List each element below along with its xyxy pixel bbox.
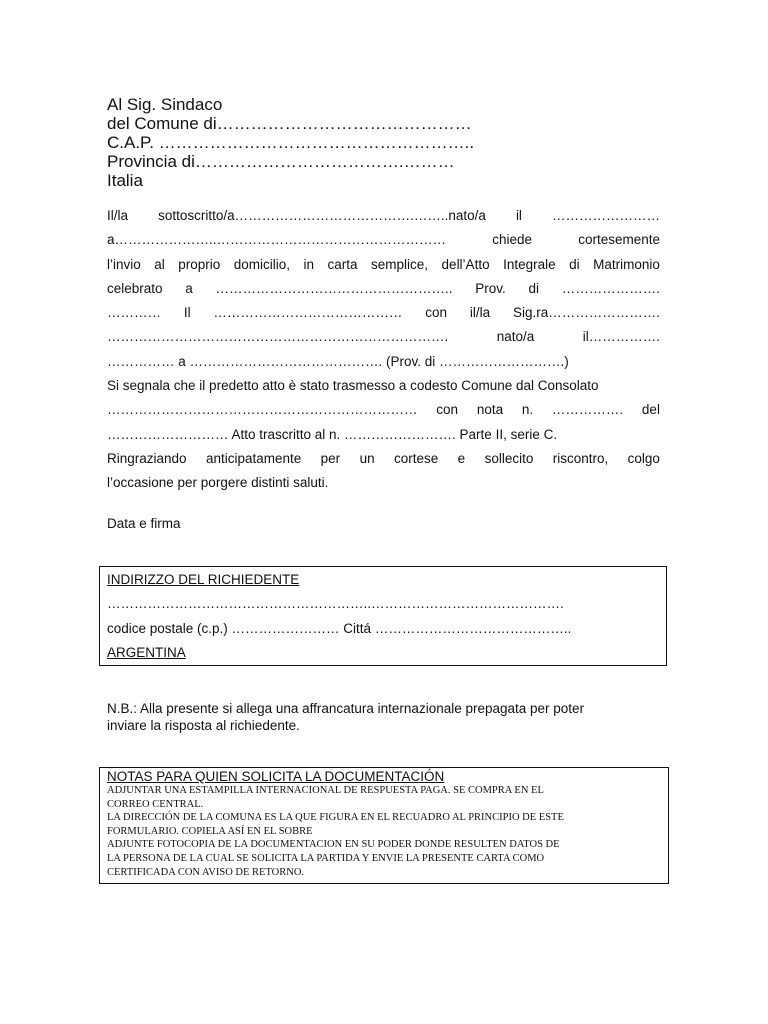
body-word: l’invio [107,256,141,272]
body-line [107,228,660,252]
body-word: …………………………………………….. [215,280,453,296]
notes-line: FORMULARIO. COPIELA ASÍ EN EL SOBRE [107,825,313,837]
body-word: domicilio, [233,256,291,272]
body-line [107,301,660,325]
body-word: il/la [469,305,491,321]
notes-line: LA PERSONA DE LA CUAL SE SOLICITA LA PARTIDA Y ENVIE LA PRESENTE CARTA COMO [107,852,545,864]
body-word: con [436,402,459,418]
addressee-line: del Comune di……………………………………… [107,114,472,133]
body-word: Il/la [107,208,129,223]
body-word: chiede [492,232,532,248]
body-word: n. [521,402,534,418]
body-word: sottoscritto/a………………………………….……..nato/a [158,208,486,223]
body-word: in [303,256,315,272]
body-word: nota [476,402,504,418]
body-line [107,398,660,422]
body-word: di [569,256,580,272]
body-word: ……………. [551,402,624,418]
nb-line: inviare la risposta al richiedente. [107,718,300,733]
body-word: cortese [393,450,439,466]
body-line: ……………………… Atto trascritto al n. ……………………. Parte II, serie C. [107,426,558,442]
body-word: proprio [178,256,221,272]
body-word: anticipatamente [205,450,302,466]
body-word: carta [327,256,358,272]
body-word: …………………… [551,208,660,223]
body-word: e [457,450,466,466]
body-line [107,325,660,349]
addressee-line: Italia [107,171,143,190]
body-word: per [320,450,341,466]
body-word: di [528,280,539,296]
request-body [107,204,660,496]
body-word: con [425,305,448,321]
body-word: il……………. [582,329,660,345]
body-word: colgo [627,450,660,466]
body-word: Sig.ra……………………. [512,305,660,321]
body-word: Prov. [475,280,506,296]
notes-line: ADJUNTAR UNA ESTAMPILLA INTERNACIONAL DE RESPUESTA PAGA. SE COMPRA EN EL [107,785,544,796]
notes-line: ADJUNTE FOTOCOPIA DE LA DOCUMENTACION EN SU PODER DONDE RESULTEN DATOS DE [107,839,560,851]
body-word: Matrimonio [593,256,660,272]
body-word: del [641,402,660,418]
body-word: sollecito [484,450,534,466]
body-word: …………………………………… [213,305,403,321]
postal-code-city-line: codice postale (c.p.) …………………… Cittá …………………………………….. [107,620,572,636]
requester-address-dots: …………………………………………………..……………………………………. [107,596,564,612]
body-word: …………………. [561,280,660,296]
body-line [107,447,660,471]
nb-note [107,700,662,734]
body-word: a [185,280,193,296]
addressee-block [107,95,667,190]
addressee-line: C.A.P. ……………………………………………….. [107,133,475,152]
body-line: Si segnala che il predetto atto è stato trasmesso a codesto Comune dal Consolato [107,378,599,394]
body-word: ………… [107,305,161,321]
requester-address-box [99,566,667,666]
notes-line: CERTIFICADA CON AVISO DE RETORNO. [107,866,305,878]
addressee-line: Provincia di……………………………….……… [107,152,455,171]
body-word: celebrato [107,280,163,296]
notes-box [99,767,669,884]
body-word: un [359,450,375,466]
body-line [107,204,660,228]
body-word: Ringraziando [107,450,187,466]
body-word: dell’Atto [441,256,490,272]
body-word: Il [183,305,191,321]
notes-line: CORREO CENTRAL. [107,798,204,810]
body-word: il [515,208,522,223]
body-line [107,253,660,277]
body-word: semplice, [371,256,429,272]
notes-line: LA DIRECCIÓN DE LA COMUNA ES LA QUE FIGURA EN EL RECUADRO AL PRINCIPIO DE ESTE [107,812,564,824]
addressee-line: Al Sig. Sindaco [107,95,223,114]
body-word: …………………………………………………………………. [107,329,449,345]
requester-country: ARGENTINA [107,644,186,660]
notes-box-title: NOTAS PARA QUIEN SOLICITA LA DOCUMENTACIÓN [107,769,445,784]
body-word: nato/a [496,329,535,345]
body-word: cortesemente [578,232,660,248]
body-word: …………………………………………………………… [107,402,418,418]
body-line: l’occasione per porgere distinti saluti. [107,475,329,491]
body-word: a…………………..…………………………………………… [107,232,447,248]
body-word: al [154,256,165,272]
body-line [107,277,660,301]
nb-line: N.B.: Alla presente si allega una affrancatura internazionale prepagata per poter [107,701,585,716]
date-signature-label: Data e firma [107,516,181,531]
requester-box-title: INDIRIZZO DEL RICHIEDENTE [107,572,300,587]
body-word: riscontro, [552,450,609,466]
body-word: Integrale [503,256,556,272]
body-line: …………… a ……………………………………. (Prov. di ……………………….) [107,353,569,369]
